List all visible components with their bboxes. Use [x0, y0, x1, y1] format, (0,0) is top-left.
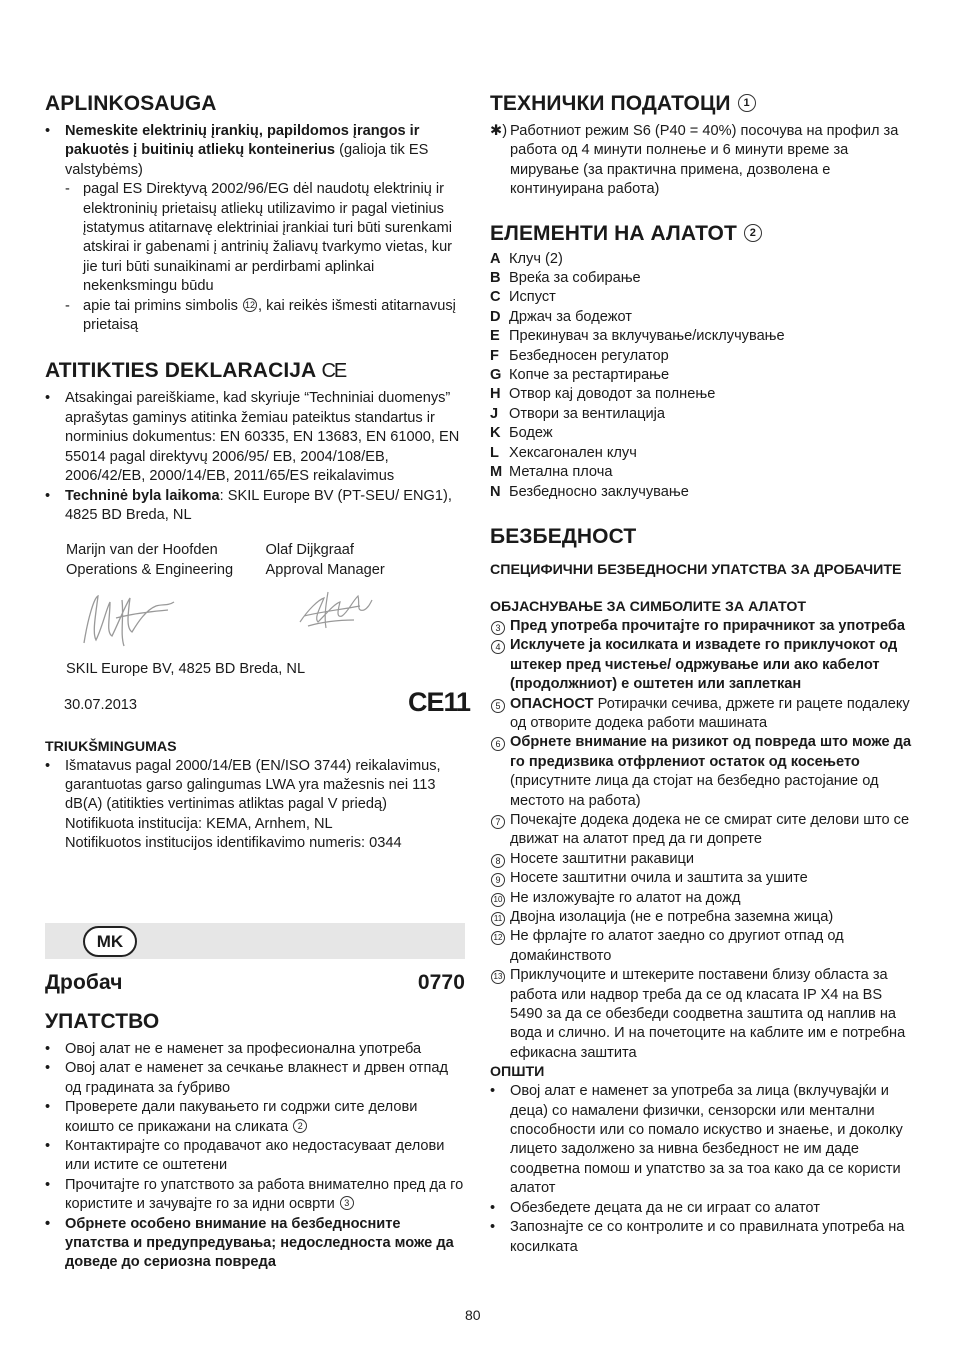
part-key: H	[490, 386, 501, 403]
text: Не изложувајте го алатот на дожд	[510, 889, 741, 906]
list-item	[490, 908, 915, 927]
list-item	[490, 889, 915, 908]
list-item: • Обезбедете децата да не си играат со алатот	[490, 1199, 915, 1218]
elementi-heading	[490, 220, 915, 248]
triuksmingumas-heading: TRIUKŠMINGUMAS	[45, 738, 177, 755]
left-column	[45, 90, 471, 854]
text: Išmatavus pagal 2000/14/EB (EN/ISO 3744) reikalavimus, garantuotas garso galingumas LWA yra mažesnis nei 113 dB(A) (atitikties vertinimas atliktas pagal V priedą)	[65, 757, 441, 813]
subheading: ОПШТИ	[490, 1064, 545, 1081]
part-item	[490, 250, 915, 269]
aplinkosauga-heading: APLINKOSAUGA	[45, 92, 217, 115]
part-label: Безбедносно заклучување	[509, 483, 689, 500]
subheading: ОБЈАСНУВАЊЕ ЗА СИМБОЛИТЕ ЗА АЛАТОТ	[490, 598, 807, 615]
text: : SKIL Europe BV (PT-SEU/ ENG1), 4825 BD Breda, NL	[65, 487, 452, 523]
symbol-number-icon: 10	[491, 893, 505, 907]
signatures	[66, 580, 465, 652]
signature-1-icon	[76, 588, 186, 650]
part-item	[490, 308, 915, 327]
text: Двојна изолација (не е потребна заземна жица)	[510, 909, 834, 925]
part-label: Отвори за вентилација	[509, 405, 666, 422]
part-label: Испуст	[509, 289, 556, 306]
page-number: 80	[465, 1307, 481, 1323]
part-item	[490, 463, 915, 482]
list-item	[490, 966, 915, 1063]
bold-text: Techninė byla laikoma	[65, 487, 220, 504]
figure-number-icon: 3	[340, 1196, 354, 1210]
text: Notifikuota institucija: KEMA, Arnhem, NL	[65, 815, 333, 832]
part-item	[490, 483, 915, 502]
language-badge: MK	[83, 926, 137, 957]
text: pagal ES Direktyvą 2002/96/EG dėl naudotų elektrinių ir elektroninių prietaisų atliekų utilizavimo ir pagal vietinius įstatymus atitarnavę elektriniai įrankiai turi būti surenkami atskirai ir gabenami į antrinių žaliavų tvarkymo vietas, kur jie turi būti sunaikinami ar perdirbami aplinkai nekenksmingu būdu	[83, 181, 453, 295]
signatory-2	[266, 541, 466, 580]
part-key: K	[490, 425, 501, 442]
symbol-number-icon: 4	[491, 640, 505, 654]
language-bar	[45, 923, 465, 959]
signatory-role: Approval Manager	[265, 561, 385, 578]
list-item	[490, 811, 915, 850]
list-item	[45, 297, 465, 336]
part-key: E	[490, 328, 500, 345]
part-key: G	[490, 367, 502, 384]
list-item	[490, 733, 915, 811]
bold-text: ОПАСНОСТ	[510, 695, 594, 712]
part-label: Прекинувач за вклучување/исклучување	[509, 328, 785, 345]
general-list	[490, 1082, 915, 1257]
triuksmingumas-list	[45, 757, 465, 854]
product-title-row	[45, 969, 465, 997]
list-item	[45, 1176, 465, 1215]
heading-text: ATITIKTIES DEKLARACIJA	[45, 359, 316, 383]
declaration-date: 30.07.2013	[64, 696, 138, 713]
part-key: J	[490, 405, 499, 422]
ce-mark-icon: CE	[321, 360, 346, 383]
signatory-role: Operations & Engineering	[66, 561, 234, 578]
figure-number-icon: 2	[744, 224, 762, 242]
symbol-number-icon: 8	[491, 854, 505, 868]
list-item	[490, 869, 915, 888]
product-name: Дробач	[45, 971, 123, 994]
signatories	[66, 541, 465, 580]
list-item	[45, 1098, 465, 1137]
text: Notifikuotos institucijos identifikavimo numeris: 0344	[65, 835, 402, 852]
tech-note	[490, 122, 915, 200]
figure-number-icon: 2	[293, 1119, 307, 1133]
symbols-list	[490, 617, 915, 1063]
asterisk-icon: ✱)	[490, 123, 508, 139]
parts-list	[490, 250, 915, 502]
part-item	[490, 366, 915, 385]
signatory-name: Marijn van der Hoofden	[66, 542, 218, 559]
list-item	[45, 487, 465, 526]
bold-text: Исклучете ја косилката и извадете го приклучокот од штекер пред чистење/ одржување или ако кабелот (продолжниот) е оштетен или заплеткан	[510, 637, 898, 693]
part-label: Клуч (2)	[509, 250, 563, 267]
part-item	[490, 327, 915, 346]
list-item	[45, 389, 465, 486]
upatstvo-heading: УПАТСТВО	[45, 1010, 160, 1033]
list-item	[490, 927, 915, 966]
atitikties-list	[45, 389, 465, 525]
atitikties-heading	[45, 357, 465, 385]
bezbednost-heading: БЕЗБЕДНОСТ	[490, 524, 637, 548]
list-item: • Контактирајте со продавачот ако недостасуваат делови или истите се оштетени	[45, 1137, 465, 1176]
symbol-number-icon: 9	[491, 873, 505, 887]
heading-text: ТЕХНИЧКИ ПОДАТОЦИ	[490, 92, 731, 115]
bold-text: Обрнете внимание на ризикот од повреда што може да го предизвика отфрлениот остаток од косењето	[510, 734, 912, 770]
symbol-number-icon: 3	[491, 621, 505, 635]
part-key: C	[490, 289, 501, 306]
list-item	[490, 636, 915, 694]
text: Atsakingai pareiškiame, kad skyriuje “Techniniai duomenys” aprašytas gaminys atitinka žemiau pateiktus standartus ir norminius dokumentus: EN 60335, EN 13683, EN 61000, EN 55014 pagal direktyvų 2006/95/ EB, 2004/108/EB, 2006/42/EB, 2000/14/EB, 2011/65/ES reikalavimus	[65, 390, 460, 485]
text: Прочитајте го упатството за работа внимателно пред да го користите и зачувајте го за идни осврти	[65, 1176, 464, 1213]
list-item: • Овој алат е наменет за употреба за лица (вклучувајќи и деца) со намалени физички, сензорски или ментални способности или со помало искуство и знаење, и доколку лицето задолжено за нивна безбедност не им даде соодветна помош и упатство за за тоа како да се користи алатот	[490, 1082, 915, 1198]
subheading: СПЕЦИФИЧНИ БЕЗБЕДНОСНИ УПАТСТВА ЗА ДРОБАЧИТЕ	[490, 561, 902, 578]
part-label: Држач за бодежот	[509, 308, 632, 325]
product-code: 0770	[417, 971, 465, 994]
text: Носете заштитни ракавици	[510, 850, 695, 867]
symbol-number-icon: 11	[491, 912, 505, 926]
symbol-number-icon: 7	[491, 815, 505, 829]
text: Ротирачки сечива, држете ги рацете подалеку од отворите додека работи машината	[510, 695, 910, 731]
list-item: • Овој алат е наменет за сечкање влакнест и дрвен отпад од градината за ѓубриво	[45, 1059, 465, 1098]
list-item: • Обрнете особено внимание на безбедносните упатства и предупредувања; недоследноста може да доведе до сериозна повреда	[45, 1215, 465, 1273]
part-key: N	[490, 483, 501, 500]
part-label: Копче за рестартирање	[509, 367, 670, 384]
part-item	[490, 385, 915, 404]
part-label: Метална плоча	[509, 464, 613, 481]
part-key: A	[490, 250, 501, 267]
part-label: Безбедносен регулатор	[509, 347, 669, 364]
list-item	[490, 695, 915, 734]
list-item: • Запознајте се со контролите и со правилната употреба на косилката	[490, 1218, 915, 1257]
symbol-number-icon: 6	[491, 737, 505, 751]
part-item	[490, 405, 915, 424]
text: Почекајте додека додека не се смират сите делови што се движат на алатот пред да ги допрете	[510, 811, 910, 848]
signatory-1	[66, 541, 266, 580]
list-item	[490, 850, 915, 869]
date-row	[64, 686, 471, 720]
part-key: M	[490, 464, 503, 481]
text: , kai reikės išmesti atitarnavusį prietaisą	[83, 297, 456, 334]
text: apie tai primins simbolis	[83, 297, 242, 314]
part-key: L	[490, 444, 499, 461]
part-item	[490, 269, 915, 288]
figure-number-icon: 1	[738, 94, 756, 112]
company-address: SKIL Europe BV, 4825 BD Breda, NL	[66, 661, 306, 678]
symbol-number-icon: 12	[491, 931, 505, 945]
heading-text: ЕЛЕМЕНТИ НА АЛАТОТ	[490, 221, 737, 245]
list-item: • Овој алат не е наменет за професионална употреба	[45, 1040, 465, 1059]
signatory-name: Olaf Dijkgraaf	[265, 542, 354, 559]
text: Носете заштитни очила и заштита за ушите	[510, 870, 808, 887]
aplinkosauga-list	[45, 122, 465, 335]
part-item	[490, 424, 915, 443]
part-key: F	[490, 347, 499, 364]
part-label: Бодеж	[509, 425, 553, 442]
text: (galioja tik ES valstybėms)	[65, 142, 429, 178]
ce-11-mark-icon: CE11	[408, 686, 471, 717]
symbol-number-icon: 12	[244, 299, 255, 310]
text: Проверете дали пакувањето ги содржи сите делови коишто се прикажани на сликата	[65, 1099, 418, 1135]
bold-text: Nemeskite elektrinių įrankių, papildomos įrangos ir pakuotės į buitinių atliekų konteinerius	[65, 123, 420, 159]
upatstvo-list	[45, 1040, 465, 1273]
symbol-number-icon: 5	[491, 699, 505, 713]
list-item	[45, 180, 465, 296]
part-label: Отвор кај доводот за полнење	[509, 386, 716, 403]
text: Работниот режим S6 (P40 = 40%) посочува на профил за работа од 4 минути полнење и 6 минути време за мирување (за практична примена, дозволена е континуирана работа)	[510, 123, 899, 198]
signature-2-icon	[294, 586, 374, 632]
text: (присутните лица да стојат на безбедно растојание од местото на работа)	[510, 773, 879, 809]
part-label: Вреќа за собирање	[509, 270, 641, 287]
part-label: Хексагонален клуч	[509, 444, 637, 461]
right-column	[490, 90, 915, 1257]
list-item	[45, 122, 465, 180]
list-item	[490, 617, 915, 636]
part-item	[490, 444, 915, 463]
part-item	[490, 347, 915, 366]
tech-heading	[490, 90, 915, 118]
text: Приклучоците и штекерите поставени близу областа за работа или надвор треба да се од класата IP X4 на BS 5490 за да се обезбеди соодветна заштита од наплив на вода и слично. И на почетоците на каблите им е потребна ефикасна заштита	[510, 967, 906, 1061]
text: Не фрлајте го алатот заедно со другиот отпад од домаќинството	[510, 928, 844, 964]
list-item	[45, 757, 465, 854]
symbol-number-icon: 13	[491, 970, 505, 984]
upatstvo-section	[45, 1008, 465, 1273]
part-key: B	[490, 270, 501, 287]
bold-text: Пред употреба прочитајте го прирачникот за употреба	[510, 617, 906, 634]
part-key: D	[490, 308, 501, 325]
part-item	[490, 288, 915, 307]
